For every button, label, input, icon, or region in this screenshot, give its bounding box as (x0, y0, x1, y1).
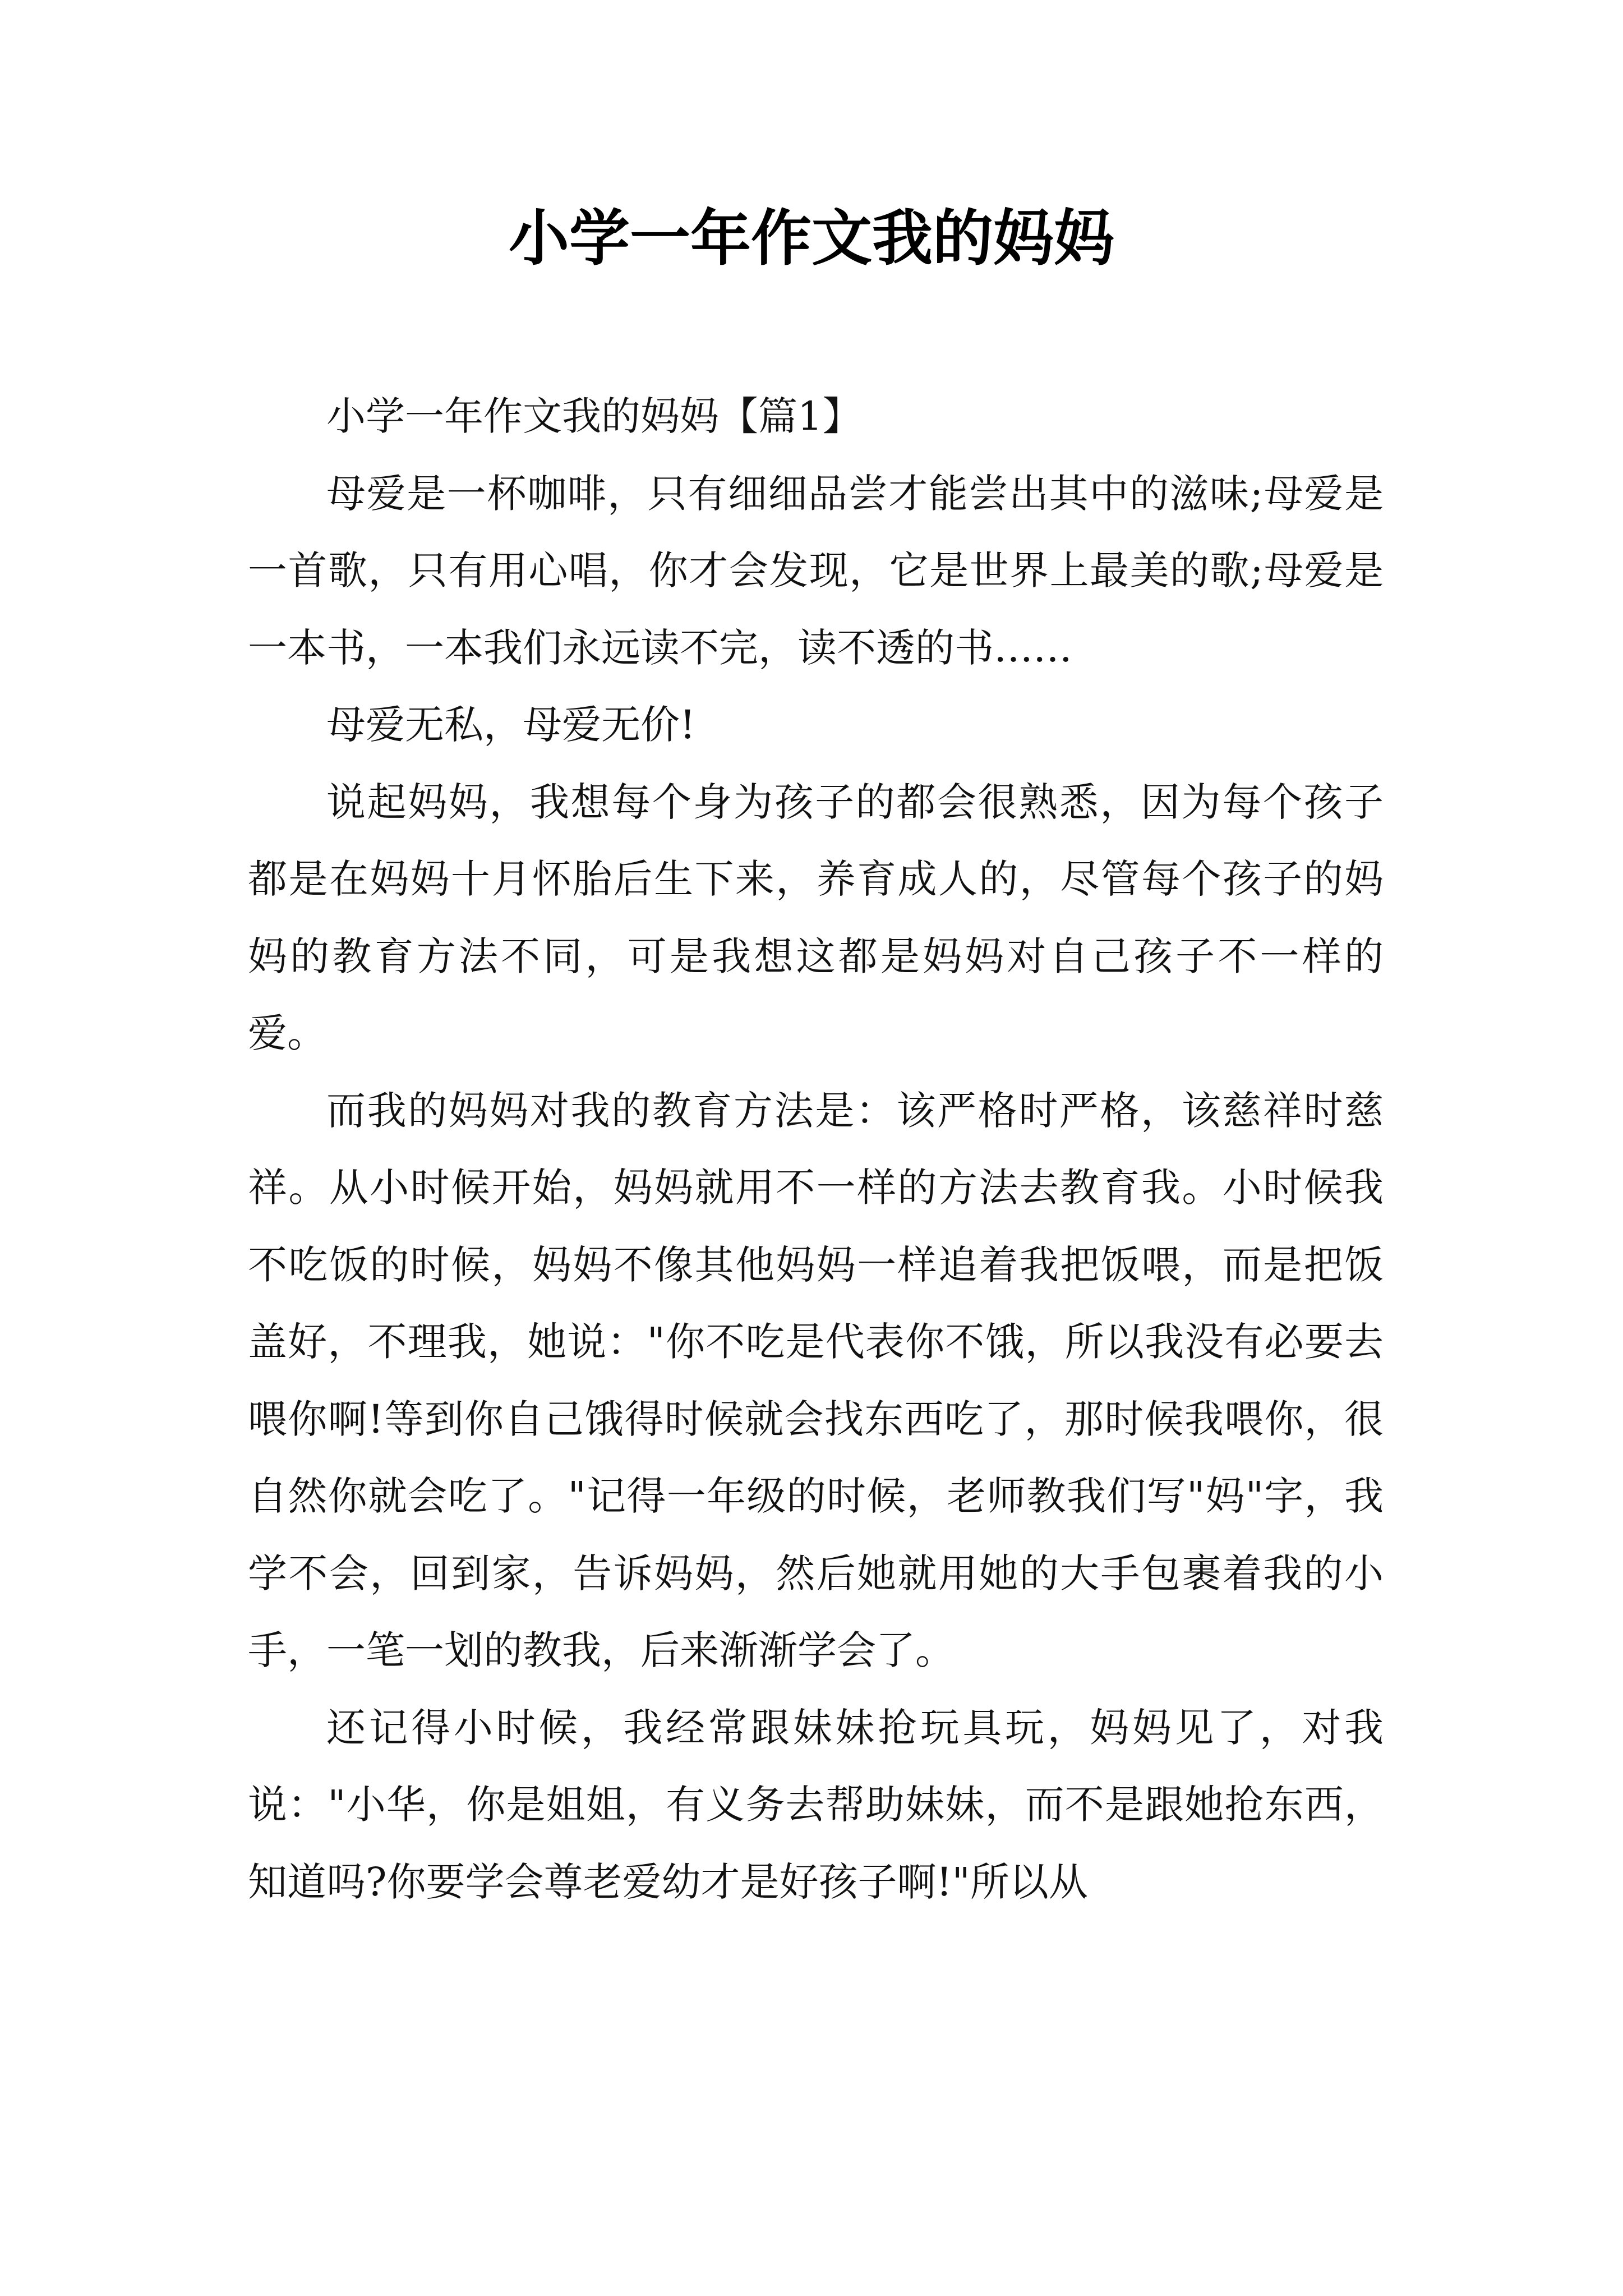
section-heading: 小学一年作文我的妈妈【篇1】 (326, 393, 862, 439)
paragraph-2: 母爱无私，母爱无价! (326, 702, 696, 748)
paragraph-3: 说起妈妈，我想每个身为孩子的都会很熟悉，因为每个孩子都是在妈妈十月怀胎后生下来，养育成人的，尽管每个孩子的妈妈的教育方法不同，可是我想这都是妈妈对自己孩子不一样的爱。 (248, 779, 1384, 1056)
paragraph-4: 而我的妈妈对我的教育方法是：该严格时严格，该慈祥时慈祥。从小时候开始，妈妈就用不一样的方法去教育我。小时候我不吃饭的时候，妈妈不像其他妈妈一样追着我把饭喂，而是把饭盖好，不理我，她说："你不吃是代表你不饿，所以我没有必要去喂你啊!等到你自己饿得时候就会找东西吃了，那时候我喂你，很自然你就会吃了。"记得一年级的时候，老师教我们写"妈"字，我学不会，回到家，告诉妈妈，然后她就用她的大手包裹着我的小手，一笔一划的教我，后来渐渐学会了。 (248, 1087, 1384, 1673)
document-title: 小学一年作文我的妈妈 (508, 203, 1114, 274)
document-body (248, 378, 1384, 1921)
paragraph-5: 还记得小时候，我经常跟妹妹抢玩具玩，妈妈见了，对我说："小华，你是姐姐，有义务去帮助妹妹，而不是跟她抢东西，知道吗?你要学会尊老爱幼才是好孩子啊!"所以从 (248, 1704, 1384, 1905)
paragraph-1: 母爱是一杯咖啡，只有细细品尝才能尝出其中的滋味;母爱是一首歌，只有用心唱，你才会发现，它是世界上最美的歌;母爱是一本书，一本我们永远读不完，读不透的书…… (248, 470, 1384, 671)
